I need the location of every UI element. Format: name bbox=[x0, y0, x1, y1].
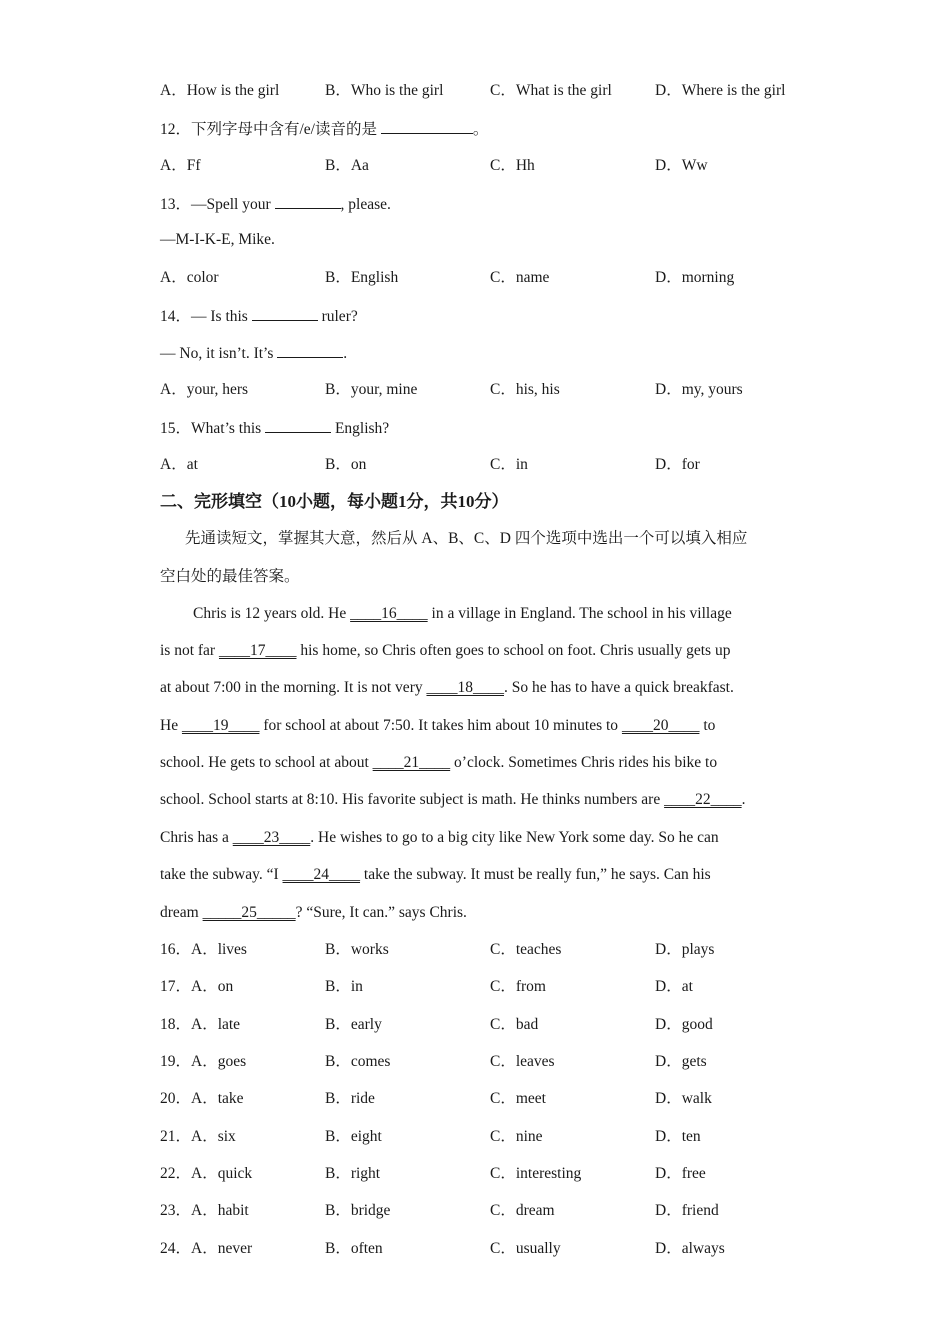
blank-18: ____18____ bbox=[426, 679, 504, 696]
q13-option-c: C．name bbox=[490, 269, 550, 286]
passage-line-9: dream _____25_____? “Sure, It can.” says Chris. bbox=[160, 904, 467, 921]
q19-option-b: B．comes bbox=[325, 1053, 391, 1070]
q21-option-c: C．nine bbox=[490, 1128, 543, 1145]
q14-option-c: C．his, his bbox=[490, 381, 560, 398]
q24-option-c: C．usually bbox=[490, 1240, 561, 1257]
blank-16: ____16____ bbox=[350, 605, 428, 622]
q16-option-b: B．works bbox=[325, 941, 389, 958]
blank-23: ____23____ bbox=[232, 829, 311, 846]
blank-24: ____24____ bbox=[282, 866, 361, 883]
q13-option-d: D．morning bbox=[655, 269, 735, 286]
blank-25: _____25_____ bbox=[202, 904, 296, 921]
q22-option-b: B．right bbox=[325, 1165, 381, 1182]
q17-option-a: 17．A．on bbox=[160, 978, 234, 995]
q23-option-d: D．friend bbox=[655, 1202, 719, 1219]
q14-line2: — No, it isn’t. It’s . bbox=[160, 342, 347, 364]
q23-option-b: B．bridge bbox=[325, 1202, 391, 1219]
q12-option-d: D．Ww bbox=[655, 157, 708, 174]
q13-option-b: B．English bbox=[325, 269, 399, 286]
q24-option-d: D．always bbox=[655, 1240, 725, 1257]
q15-blank bbox=[265, 417, 331, 433]
blank-22: ____22____ bbox=[664, 791, 742, 808]
q15-option-d: D．for bbox=[655, 456, 700, 473]
q14-blank-2 bbox=[277, 342, 343, 358]
section-title: 二、完形填空（10小题，每小题1分，共10分） bbox=[160, 492, 509, 511]
passage-line-2: is not far ____17____ his home, so Chris often goes to school on foot. Chris usually gets up bbox=[160, 642, 731, 659]
q14-option-a: A．your, hers bbox=[160, 381, 249, 398]
q11-option-c: C．What is the girl bbox=[490, 82, 612, 99]
section-instructions-2: 空白处的最佳答案。 bbox=[160, 568, 300, 585]
q14-option-d: D．my, yours bbox=[655, 381, 743, 398]
q22-option-a: 22．A．quick bbox=[160, 1165, 253, 1182]
blank-17: ____17____ bbox=[218, 642, 297, 659]
passage-line-1: Chris is 12 years old. He ____16____ in a village in England. The school in his village bbox=[193, 605, 732, 622]
q15-line1: 15．What’s this English? bbox=[160, 417, 389, 439]
q18-option-a: 18．A．late bbox=[160, 1016, 241, 1033]
q15-option-b: B．on bbox=[325, 456, 367, 473]
q24-option-a: 24．A．never bbox=[160, 1240, 253, 1257]
section-instructions-1: 先通读短文，掌握其大意，然后从 A、B、C、D 四个选项中选出一个可以填入相应 bbox=[185, 530, 748, 547]
blank-20: ____20____ bbox=[621, 717, 700, 734]
q20-option-c: C．meet bbox=[490, 1090, 546, 1107]
q18-option-b: B．early bbox=[325, 1016, 382, 1033]
passage-line-7: Chris has a ____23____. He wishes to go to a big city like New York some day. So he can bbox=[160, 829, 719, 846]
q12-blank bbox=[381, 118, 473, 134]
q18-option-d: D．good bbox=[655, 1016, 713, 1033]
q23-option-a: 23．A．habit bbox=[160, 1202, 249, 1219]
q11-option-a: A．How is the girl bbox=[160, 82, 280, 99]
q17-option-d: D．at bbox=[655, 978, 693, 995]
q19-option-c: C．leaves bbox=[490, 1053, 555, 1070]
q13-line2: —M-I-K-E, Mike. bbox=[160, 231, 275, 248]
q15-option-a: A．at bbox=[160, 456, 198, 473]
q22-option-d: D．free bbox=[655, 1165, 706, 1182]
q15-option-c: C．in bbox=[490, 456, 528, 473]
q16-option-c: C．teaches bbox=[490, 941, 562, 958]
q17-option-b: B．in bbox=[325, 978, 363, 995]
q22-option-c: C．interesting bbox=[490, 1165, 582, 1182]
q21-option-b: B．eight bbox=[325, 1128, 382, 1145]
q13-blank bbox=[275, 193, 341, 209]
blank-19: ____19____ bbox=[181, 717, 260, 734]
q21-option-d: D．ten bbox=[655, 1128, 701, 1145]
q24-option-b: B．often bbox=[325, 1240, 383, 1257]
q17-option-c: C．from bbox=[490, 978, 546, 995]
q20-option-a: 20．A．take bbox=[160, 1090, 244, 1107]
q11-option-d: D．Where is the girl bbox=[655, 82, 786, 99]
q13-line1: 13．—Spell your , please. bbox=[160, 193, 391, 215]
q16-option-a: 16．A．lives bbox=[160, 941, 247, 958]
passage-line-6: school. School starts at 8:10. His favorite subject is math. He thinks numbers are ____22____. bbox=[160, 791, 746, 808]
blank-21: ____21____ bbox=[372, 754, 451, 771]
q18-option-c: C．bad bbox=[490, 1016, 539, 1033]
passage-line-4: He ____19____ for school at about 7:50. It takes him about 10 minutes to ____20____ to bbox=[160, 717, 716, 734]
q12-option-c: C．Hh bbox=[490, 157, 535, 174]
q14-blank-1 bbox=[252, 305, 318, 321]
passage-line-5: school. He gets to school at about ____21____ o’clock. Sometimes Chris rides his bike to bbox=[160, 754, 718, 771]
passage-line-8: take the subway. “I ____24____ take the subway. It must be really fun,” he says. Can his bbox=[160, 866, 711, 883]
q11-option-b: B．Who is the girl bbox=[325, 82, 444, 99]
q13-option-a: A．color bbox=[160, 269, 219, 286]
q12-option-a: A．Ff bbox=[160, 157, 201, 174]
q12-option-b: B．Aa bbox=[325, 157, 369, 174]
passage-line-3: at about 7:00 in the morning. It is not very ____18____. So he has to have a quick breakfast. bbox=[160, 679, 734, 696]
q14-option-b: B．your, mine bbox=[325, 381, 418, 398]
q19-option-d: D．gets bbox=[655, 1053, 707, 1070]
q19-option-a: 19．A．goes bbox=[160, 1053, 247, 1070]
q14-line1: 14．— Is this ruler? bbox=[160, 305, 358, 327]
q20-option-b: B．ride bbox=[325, 1090, 375, 1107]
q20-option-d: D．walk bbox=[655, 1090, 712, 1107]
q21-option-a: 21．A．six bbox=[160, 1128, 236, 1145]
q23-option-c: C．dream bbox=[490, 1202, 555, 1219]
q12-stem: 12．下列字母中含有/e/读音的是 。 bbox=[160, 118, 488, 140]
q16-option-d: D．plays bbox=[655, 941, 715, 958]
